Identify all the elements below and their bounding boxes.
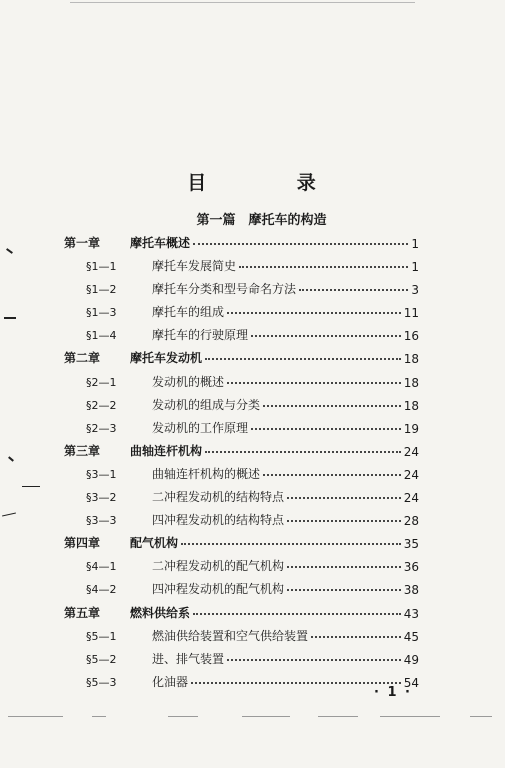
- page-ref: 24: [403, 467, 419, 482]
- section-title: 发动机的工作原理: [152, 420, 249, 435]
- page-ref: 45: [403, 629, 419, 644]
- scan-bottom-edge: [168, 716, 198, 717]
- section-number: §2—3: [86, 421, 117, 435]
- page-ref: 1: [411, 237, 419, 251]
- section-title: 二冲程发动机的结构特点: [152, 490, 285, 505]
- toc-entry-label: [64, 443, 202, 459]
- section-title: 摩托车发展简史: [152, 259, 237, 274]
- toc-entry-label: [86, 558, 284, 575]
- toc-section-row: [64, 577, 419, 600]
- toc-section-row: [64, 416, 419, 439]
- chapter-title: 配气机构: [130, 536, 179, 551]
- section-number: §1—4: [86, 329, 117, 343]
- dot-leader: [311, 636, 401, 638]
- page-ref: 49: [403, 652, 419, 667]
- page-title: 目 录: [187, 172, 358, 194]
- scan-mark: [6, 248, 13, 254]
- toc-entry-label: [86, 628, 308, 645]
- toc-entry-label: [64, 605, 190, 621]
- page-ref: 18: [403, 375, 419, 390]
- toc-section-row: [64, 300, 419, 323]
- page-ref: 3: [411, 283, 419, 298]
- dot-leader: [227, 382, 401, 384]
- table-of-contents: [64, 231, 419, 693]
- toc-section-row: [64, 624, 419, 647]
- toc-section-row: [64, 323, 419, 346]
- scan-mark: [22, 486, 40, 487]
- toc-entry-label: [86, 466, 260, 483]
- toc-section-row: [64, 277, 419, 300]
- dot-leader: [299, 289, 408, 291]
- page-ref: 16: [403, 329, 419, 344]
- dot-leader: [287, 589, 401, 591]
- chapter-title: 曲轴连杆机构: [130, 443, 203, 458]
- section-number: §4—2: [86, 583, 117, 597]
- toc-chapter-row: [64, 601, 419, 624]
- section-title: 摩托车分类和型号命名方法: [152, 282, 297, 297]
- toc-entry-label: [86, 489, 284, 506]
- toc-entry-label: [64, 535, 178, 551]
- dot-leader: [287, 497, 401, 499]
- toc-section-row: [64, 670, 419, 693]
- part-heading: 第一篇 摩托车的构造: [196, 213, 327, 228]
- section-number: §3—2: [86, 491, 117, 505]
- chapter-number: 第一章: [64, 236, 101, 250]
- toc-entry-label: [86, 674, 188, 691]
- scan-mark: [2, 513, 16, 517]
- page-ref: 19: [403, 421, 419, 436]
- toc-entry-label: [64, 235, 190, 251]
- page-ref: 24: [403, 491, 419, 506]
- dot-leader: [287, 520, 401, 522]
- toc-section-row: [64, 393, 419, 416]
- scan-bottom-edge: [380, 716, 440, 717]
- dot-leader: [263, 405, 401, 407]
- section-number: §1—3: [86, 306, 117, 320]
- dot-leader: [227, 312, 401, 314]
- scan-top-edge: [70, 2, 415, 3]
- page-ref: 35: [403, 537, 419, 552]
- toc-entry-label: [86, 420, 248, 437]
- toc-section-row: [64, 485, 419, 508]
- toc-entry-label: [86, 651, 224, 668]
- section-number: §1—1: [86, 260, 117, 274]
- toc-entry-label: [86, 512, 284, 529]
- toc-entry-label: [86, 581, 284, 598]
- chapter-title: 燃料供给系: [130, 605, 191, 620]
- page-ref: 18: [403, 398, 419, 413]
- page-ref: 36: [403, 560, 419, 575]
- toc-chapter-row: [64, 531, 419, 554]
- page-ref: 38: [403, 583, 419, 598]
- section-title: 四冲程发动机的配气机构: [152, 582, 285, 597]
- toc-entry-label: [64, 350, 202, 366]
- dot-leader: [205, 451, 401, 453]
- dot-leader: [193, 613, 401, 615]
- section-number: §3—1: [86, 467, 117, 481]
- toc-section-row: [64, 508, 419, 531]
- page-ref: 1: [411, 260, 419, 275]
- chapter-number: 第五章: [64, 605, 101, 620]
- scan-bottom-edge: [242, 716, 290, 717]
- section-title: 摩托车的行驶原理: [152, 328, 249, 343]
- toc-entry-label: [86, 258, 236, 275]
- chapter-title: 摩托车发动机: [130, 351, 203, 366]
- toc-entry-label: [86, 374, 224, 391]
- page-ref: 24: [403, 444, 419, 459]
- section-number: §1—2: [86, 283, 117, 297]
- chapter-number: 第四章: [64, 536, 101, 551]
- section-title: 燃油供给装置和空气供给装置: [152, 628, 309, 643]
- toc-section-row: [64, 647, 419, 670]
- page-ref: 18: [403, 352, 419, 367]
- scan-bottom-edge: [318, 716, 358, 717]
- dot-leader: [239, 266, 408, 268]
- section-number: §5—2: [86, 652, 117, 666]
- section-title: 进、排气装置: [152, 651, 225, 666]
- page-number: · 1 ·: [374, 685, 412, 700]
- toc-section-row: [64, 554, 419, 577]
- dot-leader: [263, 474, 401, 476]
- toc-chapter-row: [64, 346, 419, 369]
- section-number: §5—3: [86, 675, 117, 689]
- toc-entry-label: [86, 397, 260, 414]
- page-ref: 43: [403, 606, 419, 621]
- toc-chapter-row: [64, 231, 419, 254]
- scan-bottom-edge: [8, 716, 63, 717]
- section-title: 曲轴连杆机构的概述: [152, 466, 261, 481]
- scan-mark: [4, 317, 16, 319]
- toc-entry-label: [86, 281, 296, 298]
- dot-leader: [251, 428, 401, 430]
- chapter-number: 第三章: [64, 443, 101, 458]
- toc-section-row: [64, 370, 419, 393]
- dot-leader: [251, 335, 401, 337]
- chapter-number: 第二章: [64, 351, 101, 366]
- page-ref: 11: [403, 306, 419, 321]
- toc-section-row: [64, 462, 419, 485]
- section-number: §4—1: [86, 560, 117, 574]
- toc-entry-label: [86, 327, 248, 344]
- section-title: 发动机的概述: [152, 374, 225, 389]
- scan-bottom-edge: [92, 716, 106, 717]
- toc-section-row: [64, 254, 419, 277]
- section-title: 二冲程发动机的配气机构: [152, 559, 285, 574]
- section-title: 化油器: [152, 674, 189, 689]
- section-number: §3—3: [86, 514, 117, 528]
- dot-leader: [287, 566, 401, 568]
- toc-chapter-row: [64, 439, 419, 462]
- section-number: §2—2: [86, 398, 117, 412]
- dot-leader: [227, 659, 401, 661]
- dot-leader: [205, 358, 401, 360]
- section-title: 四冲程发动机的结构特点: [152, 513, 285, 528]
- scan-mark: [8, 456, 14, 461]
- section-title: 发动机的组成与分类: [152, 397, 261, 412]
- section-number: §5—1: [86, 629, 117, 643]
- dot-leader: [191, 682, 401, 684]
- page-ref: 54: [403, 675, 419, 690]
- scan-bottom-edge: [470, 716, 492, 717]
- section-number: §2—1: [86, 375, 117, 389]
- section-title: 摩托车的组成: [152, 305, 225, 320]
- toc-entry-label: [86, 304, 224, 321]
- page-ref: 28: [403, 514, 419, 529]
- chapter-title: 摩托车概述: [130, 236, 191, 250]
- dot-leader: [193, 243, 408, 245]
- dot-leader: [181, 543, 401, 545]
